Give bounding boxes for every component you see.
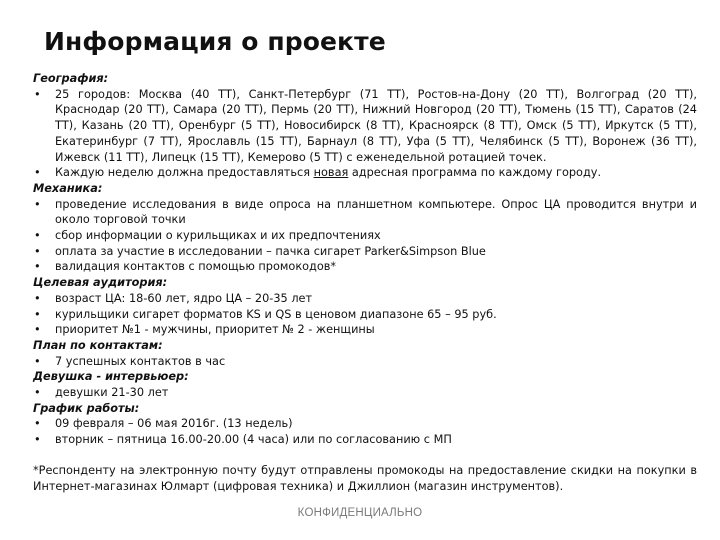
geography-heading: География:	[33, 72, 109, 85]
geography-cities-text: 25 городов: Москва (40 ТТ), Санкт-Петербург (71 ТТ), Ростов-на-Дону (20 ТТ), Волгоград (20 ТТ), Краснодар (20 ТТ), Самара (20 ТТ), Пермь (20 ТТ), Нижний Новгород (20 ТТ), Тюмень (15 ТТ), Саратов (24 ТТ), Казань (20 ТТ), Оренбург (5 ТТ), Новосибирск (8 ТТ), Красноярск (8 ТТ), Омск (5 ТТ), Иркутск (5 ТТ), Екатеринбург (7 ТТ), Ярославль (15 ТТ), Барнаул (8 ТТ), Уфа (5 ТТ), Челябинск (5 ТТ), Воронеж (36 ТТ), Ижевск (11 ТТ), Липецк (15 ТТ), Кемерово (5 ТТ) с еженедельной ротацией точек.	[55, 87, 697, 164]
bullet-icon: •	[34, 433, 41, 447]
audience-heading: Целевая аудитория:	[33, 276, 168, 290]
bullet-icon: •	[34, 229, 41, 243]
bullet-icon: •	[34, 386, 41, 400]
audience-item-text: возраст ЦА: 18-60 лет, ядро ЦА – 20-35 лет	[55, 291, 313, 305]
list-item	[33, 432, 697, 448]
audience-item-text: приоритет №1 - мужчины, приоритет № 2 - женщины	[55, 323, 375, 337]
bullet-icon: •	[34, 197, 41, 211]
schedule-heading: График работы:	[33, 401, 140, 415]
schedule-item-text: вторник – пятница 16.00-20.00 (4 часа) или по согласованию с МП	[55, 433, 452, 447]
list-item	[33, 322, 697, 338]
geography-weekly-item	[33, 165, 697, 181]
mechanics-item-text: сбор информации о курильщиках и их предпочтениях	[55, 229, 381, 243]
bullet-icon: •	[34, 87, 41, 101]
list-item	[33, 354, 697, 370]
schedule-item-text: 09 февраля – 06 мая 2016г. (13 недель)	[55, 417, 293, 431]
mechanics-item-text: проведение исследования в виде опроса на планшетном компьютере. Опрос ЦА проводится внутри и около торговой точки	[55, 197, 697, 227]
bullet-icon: •	[34, 307, 41, 321]
geography-cities-item	[33, 87, 697, 166]
confidential-label: КОНФИДЕНЦИАЛЬНО	[297, 507, 423, 519]
bullet-icon: •	[34, 354, 41, 368]
list-item	[33, 244, 697, 260]
mechanics-item-text: валидация контактов с помощью промокодов*	[55, 260, 337, 274]
interviewer-item-text: девушки 21-30 лет	[55, 386, 169, 400]
footnote: *Респонденту на электронную почту будут отправлены промокоды на предоставление скидки на покупки в Интернет-магазинах Юлмарт (цифровая техника) и Джиллион (магазин инструментов).	[33, 464, 697, 493]
project-info-body	[33, 71, 697, 448]
bullet-icon: •	[34, 417, 41, 431]
mechanics-item-text: оплата за участие в исследовании – пачка сигарет Parker&Simpson Blue	[55, 244, 486, 258]
contacts-plan-item-text: 7 успешных контактов в час	[55, 354, 226, 368]
list-item	[33, 197, 697, 228]
list-item	[33, 385, 697, 401]
list-item	[33, 291, 697, 307]
list-item	[33, 416, 697, 432]
bullet-icon: •	[34, 291, 41, 305]
list-item	[33, 307, 697, 323]
bullet-icon: •	[34, 244, 41, 258]
bullet-icon: •	[34, 323, 41, 337]
weekly-suffix: адресная программа по каждому городу.	[348, 166, 602, 180]
mechanics-heading: Механика:	[33, 181, 103, 195]
bullet-icon: •	[34, 166, 41, 180]
audience-item-text: курильщики сигарет форматов KS и QS в ценовом диапазоне 65 – 95 руб.	[55, 307, 497, 321]
weekly-underlined: новая	[313, 166, 349, 180]
list-item	[33, 259, 697, 275]
page-title: Информация о проекте	[44, 27, 386, 56]
contacts-plan-heading: План по контактам:	[33, 338, 163, 352]
weekly-prefix: Каждую неделю должна предоставляться	[55, 166, 314, 180]
interviewer-heading: Девушка - интервьюер:	[33, 370, 189, 384]
list-item	[33, 228, 697, 244]
bullet-icon: •	[34, 260, 41, 274]
